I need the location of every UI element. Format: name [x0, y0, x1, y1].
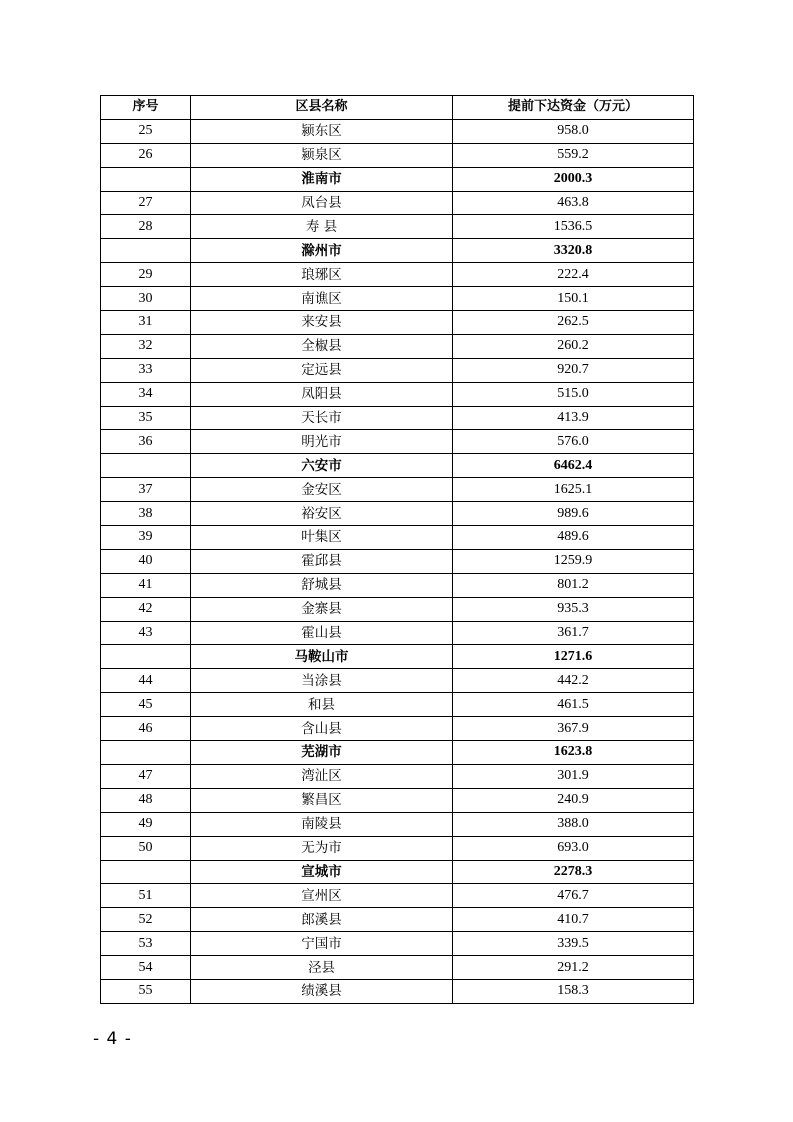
district-name-cell: 宁国市: [191, 932, 453, 956]
serial-number-cell: 31: [101, 311, 191, 335]
city-subtotal-row: [101, 167, 694, 191]
district-name-cell: 宣州区: [191, 884, 453, 908]
serial-number-cell: 30: [101, 287, 191, 311]
serial-number-cell: 48: [101, 788, 191, 812]
page-number: - 4 -: [93, 1029, 132, 1049]
serial-number-cell: 34: [101, 382, 191, 406]
table-row: [101, 836, 694, 860]
table-row: [101, 287, 694, 311]
district-name-cell: 郎溪县: [191, 908, 453, 932]
amount-cell: 461.5: [453, 693, 694, 717]
city-name-cell: 淮南市: [191, 167, 453, 191]
serial-number-cell: 26: [101, 143, 191, 167]
serial-number-cell: 50: [101, 836, 191, 860]
district-name-cell: 定远县: [191, 358, 453, 382]
serial-number-cell: 52: [101, 908, 191, 932]
serial-number-cell: 41: [101, 573, 191, 597]
serial-number-cell: 53: [101, 932, 191, 956]
district-name-cell: 舒城县: [191, 573, 453, 597]
header-serial-number: 序号: [101, 96, 191, 120]
amount-cell: 301.9: [453, 764, 694, 788]
district-name-cell: 霍邱县: [191, 549, 453, 573]
district-name-cell: 含山县: [191, 717, 453, 741]
district-name-cell: 繁昌区: [191, 788, 453, 812]
amount-cell: 1625.1: [453, 478, 694, 502]
amount-cell: 442.2: [453, 669, 694, 693]
amount-cell: 413.9: [453, 406, 694, 430]
table-row: [101, 597, 694, 621]
table-header: [101, 96, 694, 120]
serial-number-cell: 54: [101, 956, 191, 980]
fund-allocation-table: [100, 95, 694, 1004]
district-name-cell: 寿 县: [191, 215, 453, 239]
district-name-cell: 颍东区: [191, 119, 453, 143]
district-name-cell: 金寨县: [191, 597, 453, 621]
district-name-cell: 泾县: [191, 956, 453, 980]
amount-cell: 361.7: [453, 621, 694, 645]
amount-cell: 291.2: [453, 956, 694, 980]
serial-number-cell: 37: [101, 478, 191, 502]
serial-number-cell: 38: [101, 502, 191, 526]
district-name-cell: 霍山县: [191, 621, 453, 645]
table-row: [101, 502, 694, 526]
district-name-cell: 当涂县: [191, 669, 453, 693]
serial-number-cell: 32: [101, 334, 191, 358]
serial-number-cell: [101, 167, 191, 191]
amount-cell: 388.0: [453, 812, 694, 836]
city-amount-cell: 3320.8: [453, 239, 694, 263]
district-name-cell: 天长市: [191, 406, 453, 430]
table-row: [101, 478, 694, 502]
city-amount-cell: 1271.6: [453, 645, 694, 669]
district-name-cell: 来安县: [191, 311, 453, 335]
table-row: [101, 311, 694, 335]
city-name-cell: 六安市: [191, 454, 453, 478]
amount-cell: 693.0: [453, 836, 694, 860]
table-row: [101, 263, 694, 287]
district-name-cell: 颍泉区: [191, 143, 453, 167]
amount-cell: 476.7: [453, 884, 694, 908]
district-name-cell: 湾沚区: [191, 764, 453, 788]
amount-cell: 339.5: [453, 932, 694, 956]
header-row: [101, 96, 694, 120]
table-row: [101, 358, 694, 382]
city-amount-cell: 1623.8: [453, 741, 694, 765]
serial-number-cell: 51: [101, 884, 191, 908]
amount-cell: 515.0: [453, 382, 694, 406]
serial-number-cell: 42: [101, 597, 191, 621]
city-amount-cell: 2000.3: [453, 167, 694, 191]
amount-cell: 1259.9: [453, 549, 694, 573]
table-row: [101, 621, 694, 645]
amount-cell: 262.5: [453, 311, 694, 335]
table-row: [101, 764, 694, 788]
city-name-cell: 马鞍山市: [191, 645, 453, 669]
table-row: [101, 119, 694, 143]
table-row: [101, 215, 694, 239]
serial-number-cell: 44: [101, 669, 191, 693]
district-name-cell: 明光市: [191, 430, 453, 454]
amount-cell: 240.9: [453, 788, 694, 812]
amount-cell: 576.0: [453, 430, 694, 454]
table-row: [101, 143, 694, 167]
serial-number-cell: 27: [101, 191, 191, 215]
table-row: [101, 526, 694, 550]
header-district-name: 区县名称: [191, 96, 453, 120]
table-row: [101, 669, 694, 693]
city-subtotal-row: [101, 645, 694, 669]
table-row: [101, 573, 694, 597]
serial-number-cell: 43: [101, 621, 191, 645]
district-name-cell: 金安区: [191, 478, 453, 502]
table-row: [101, 884, 694, 908]
header-allocated-funds: 提前下达资金（万元）: [453, 96, 694, 120]
amount-cell: 1536.5: [453, 215, 694, 239]
table-row: [101, 693, 694, 717]
district-name-cell: 和县: [191, 693, 453, 717]
serial-number-cell: [101, 454, 191, 478]
city-name-cell: 宣城市: [191, 860, 453, 884]
city-subtotal-row: [101, 860, 694, 884]
district-name-cell: 叶集区: [191, 526, 453, 550]
serial-number-cell: 55: [101, 979, 191, 1003]
district-name-cell: 全椒县: [191, 334, 453, 358]
amount-cell: 935.3: [453, 597, 694, 621]
amount-cell: 158.3: [453, 979, 694, 1003]
serial-number-cell: 33: [101, 358, 191, 382]
district-name-cell: 绩溪县: [191, 979, 453, 1003]
table-row: [101, 191, 694, 215]
serial-number-cell: 36: [101, 430, 191, 454]
amount-cell: 150.1: [453, 287, 694, 311]
table-row: [101, 956, 694, 980]
table-row: [101, 382, 694, 406]
table-row: [101, 430, 694, 454]
district-name-cell: 凤台县: [191, 191, 453, 215]
city-name-cell: 芜湖市: [191, 741, 453, 765]
amount-cell: 463.8: [453, 191, 694, 215]
district-name-cell: 琅琊区: [191, 263, 453, 287]
table-row: [101, 788, 694, 812]
serial-number-cell: [101, 860, 191, 884]
city-subtotal-row: [101, 741, 694, 765]
amount-cell: 367.9: [453, 717, 694, 741]
amount-cell: 559.2: [453, 143, 694, 167]
serial-number-cell: [101, 645, 191, 669]
city-name-cell: 滁州市: [191, 239, 453, 263]
district-name-cell: 南谯区: [191, 287, 453, 311]
table-row: [101, 932, 694, 956]
district-name-cell: 无为市: [191, 836, 453, 860]
serial-number-cell: 46: [101, 717, 191, 741]
amount-cell: 489.6: [453, 526, 694, 550]
district-name-cell: 裕安区: [191, 502, 453, 526]
table-row: [101, 812, 694, 836]
amount-cell: 801.2: [453, 573, 694, 597]
amount-cell: 989.6: [453, 502, 694, 526]
amount-cell: 222.4: [453, 263, 694, 287]
table-row: [101, 908, 694, 932]
amount-cell: 410.7: [453, 908, 694, 932]
city-subtotal-row: [101, 454, 694, 478]
table-row: [101, 406, 694, 430]
city-amount-cell: 6462.4: [453, 454, 694, 478]
serial-number-cell: 49: [101, 812, 191, 836]
serial-number-cell: 28: [101, 215, 191, 239]
serial-number-cell: 47: [101, 764, 191, 788]
serial-number-cell: [101, 741, 191, 765]
serial-number-cell: [101, 239, 191, 263]
district-name-cell: 凤阳县: [191, 382, 453, 406]
serial-number-cell: 45: [101, 693, 191, 717]
serial-number-cell: 35: [101, 406, 191, 430]
amount-cell: 920.7: [453, 358, 694, 382]
serial-number-cell: 39: [101, 526, 191, 550]
serial-number-cell: 40: [101, 549, 191, 573]
table-row: [101, 334, 694, 358]
city-amount-cell: 2278.3: [453, 860, 694, 884]
amount-cell: 958.0: [453, 119, 694, 143]
table-body: [101, 119, 694, 1003]
table-row: [101, 717, 694, 741]
serial-number-cell: 29: [101, 263, 191, 287]
city-subtotal-row: [101, 239, 694, 263]
table-row: [101, 979, 694, 1003]
amount-cell: 260.2: [453, 334, 694, 358]
district-name-cell: 南陵县: [191, 812, 453, 836]
serial-number-cell: 25: [101, 119, 191, 143]
table-row: [101, 549, 694, 573]
